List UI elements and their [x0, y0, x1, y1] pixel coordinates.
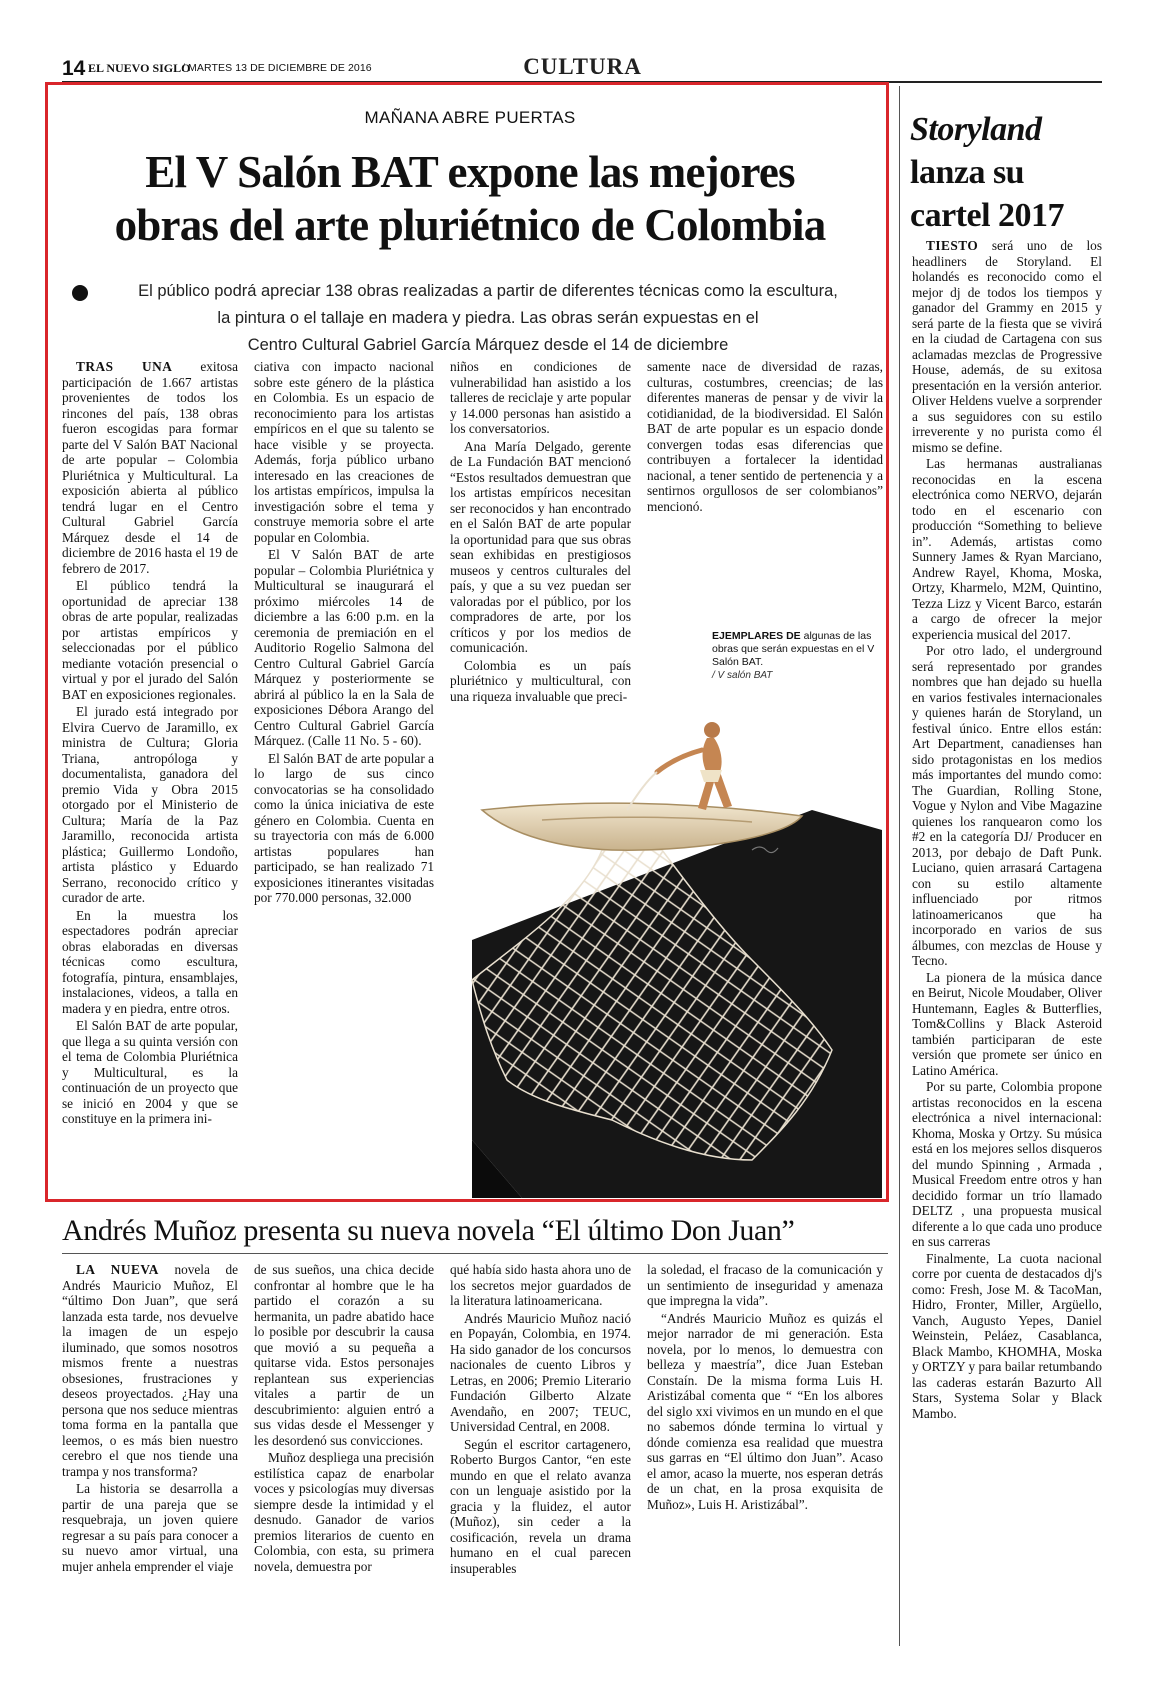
headline-line-2: obras del arte pluriétnico de Colombia	[114, 200, 826, 250]
article2-column-3	[450, 1262, 631, 1576]
feature-col3-p1: Ana María Delgado, gerente de La Fundación BAT mencionó “Estos resultados demuestran que los artistas empíricos necesitan ser reconocidos y han encontrado en el Salón BAT de arte popular la oportunidad para que sus obras sean exhibidas en prestigiosos museos y centros culturales del país, y que a su vez puedan ser valoradas por el público, por los compradores de arte, por los críticos y por los medios de comunicación.	[450, 438, 631, 655]
article2-col1-p1: La historia se desarrolla a partir de una pareja que se resquebraja, un joven quiere regresar a su país para conocer a su nuevo amor virtual, una mujer anhela emprender el viaje	[62, 1481, 238, 1574]
feature-col1-p3: En la muestra los espectadores podrán apreciar obras elaboradas en diversas técnicas como escultura, fotografía, pintura, ensamblajes, instalaciones, videos, a talla en madera y en piedra, entre otros.	[62, 907, 238, 1016]
article2-rule	[62, 1253, 888, 1254]
page-number: 14	[62, 57, 86, 80]
feature-column-2	[254, 359, 434, 906]
section-title: CULTURA	[523, 54, 642, 79]
sidebar-title-line-1: Storyland	[910, 111, 1042, 148]
feature-col4-p0: samente nace de diversidad de razas, culturas, costumbres, creencias; de las diferentes maneras de pensar y de vivir la cotidianidad, de la biodiversidad. El Salón BAT de arte popular es un espacio donde convergen todas esas diferencias que contribuyen a fortalecer la identidad nacional, a tener sentido de pertenencia y a sentirnos orgullosos de ser colombianos” mencionó.	[647, 359, 883, 514]
article2-col2-p0: de sus sueños, una chica decide confrontar al hombre que le ha partido el corazón a su hermanita, un padre abatido hace lo posible por descubrir la causa que movió a su pequeña a quitarse vida. Estos personajes replantean sus experiencias vitales a partir de un descubrimiento: alguien entró a sus vidas desde el Messenger y les desordenó sus convicciones.	[254, 1262, 434, 1448]
photo-caption	[712, 630, 882, 682]
feature-col3-p2: Colombia es un país pluriétnico y multicultural, con una riqueza invaluable que preci-	[450, 657, 631, 704]
article2-col2-p1: Muñoz despliega una precisión estilística capaz de enarbolar voces y psicologías muy diversas siempre desde la intimidad y el desnudo. Ganador de varios premios literarios de cuento en Colombia, con esta, su primera novela, demuestra por	[254, 1450, 434, 1574]
sidebar-title-line-2: lanza su	[910, 154, 1025, 191]
article2-col4-p0: la soledad, el fracaso de la comunicación y un sentimiento de inseguridad y amenaza que impregna la vida”.	[647, 1262, 883, 1308]
feature-column-4	[647, 359, 883, 514]
article2-lead: LA NUEVA	[76, 1262, 159, 1277]
caption-credit: / V salón BAT	[712, 670, 773, 681]
summary-line-3: Centro Cultural Gabriel García Márquez desde el 14 de diciembre	[247, 336, 729, 354]
bullet-icon	[72, 285, 88, 301]
article2-column-4	[647, 1262, 883, 1512]
feature-lead: TRAS UNA	[76, 359, 173, 374]
sidebar-column	[912, 238, 1102, 1421]
issue-date: / MARTES 13 DE DICIEMBRE DE 2016	[182, 62, 372, 74]
article2-col3-p1: Andrés Mauricio Muñoz nació en Popayán, Colombia, en 1974. Ha sido ganador de los concursos nacionales de cuento Libros y Letras, en 2006; Premio Literario Fundación Gilberto Alzate Avendaño, en 2007; TEUC, Universidad Central, en 2008.	[450, 1310, 631, 1434]
feature-col3-p0: niños en condiciones de vulnerabilidad han asistido a los talleres de reciclaje y arte popular y 14.000 personas han asistido a los conversatorios.	[450, 359, 631, 436]
feature-col2-p2: El Salón BAT de arte popular a lo largo de sus cinco convocatorias se ha consolidado como la única iniciativa de este género en Colombia. Cuenta en su trayectoria con más de 6.000 artistas populares han participado, se han realizado 71 exposiciones itinerantes visitadas por 770.000 personas, 32.000	[254, 750, 434, 905]
feature-column-1	[62, 359, 238, 1127]
sidebar-p4: Por su parte, Colombia propone artistas reconocidos en la escena electrónica a nivel internacional: Khoma, Moska y Ortzy. Su música está en los mejores sellos disqueros del mundo Spinning , Armada , Musical Freedom entre otros y han decidido formar un trío llamado DELTZ , una propuesta musical diferente a lo que cada uno produce en sus carreras	[912, 1079, 1102, 1249]
sidebar-title-line-3: cartel 2017	[910, 197, 1065, 234]
article2-col3-p2: Según el escritor cartagenero, Roberto Burgos Cantor, “en este mundo en que el relato avanza con un lenguaje asistido por la gracia y la fluidez, el autor (Muñoz), sin ceder a la cosificación, revela un drama humano en el cual parecen insuperables	[450, 1436, 631, 1576]
feature-summary	[98, 278, 878, 359]
column-divider	[899, 86, 900, 1646]
sculpture-photo	[452, 720, 882, 1198]
feature-col2-p0: ciativa con impacto nacional sobre este género de la plástica en Colombia. Es un espacio de reconocimiento para los artistas empíricos en el que su talento se hace visible y se proyecta. Además, forja público urbano interesado en las creaciones de los artistas empíricos, impulsa la investigación sobre el tema y construye memoria sobre el arte popular en Colombia.	[254, 359, 434, 545]
article2-column-2	[254, 1262, 434, 1574]
sidebar-p5: Finalmente, La cuota nacional corre por cuenta de destacados dj's como: Fresh, Jose M. & TacoMan, Hidro, Fronter, Miller, Argüello, Vanch, Augusto Yepes, Daniel Weinstein, Peláez, Casablanca, Black Mambo, KHOMHA, Moska y ORTZY y para bailar retumbando las caderas estarán Bazurto All Stars, Systema Solar y Black Mambo.	[912, 1250, 1102, 1421]
sidebar-title	[910, 108, 1110, 237]
article2-title: Andrés Muñoz presenta su nueva novela “El último Don Juan”	[62, 1214, 795, 1247]
fisherman-head	[704, 722, 720, 738]
summary-line-2: la pintura o el tallaje en madera y piedra. Las obras serán expuestas en el	[217, 309, 759, 327]
feature-col2-p1: El V Salón BAT de arte popular – Colombia Pluriétnica y Multicultural se inaugurará el próximo miércoles 14 de diciembre a las 6:00 p.m. en la ceremonia de premiación en el Auditorio Rogelio Salmona del Centro Cultural Gabriel García Márquez y posteriormente se abrirá al público la en la Sala de exposiciones Débora Arango del Centro Cultural Gabriel García Márquez. (Calle 11 No. 5 - 60).	[254, 547, 434, 748]
article2-column-1	[62, 1262, 238, 1574]
sidebar-p2: Por otro lado, el underground será representado por grandes nombres que han dejado su huella en varios festivales internacionales y quienes harán de Storyland, un festival único. Entre ellos están: Art Department, canadienses han sido protagonistas en los medios más importantes del mundo como: The Guardian, Rolling Stone, Vogue y Nylon and Vibe Magazine quienes los ranquearon como los #2 en la categoría DJ/ Producer en 2013, por debajo de Daft Punk. Luciano, quien arrasará Cartagena con su estilo altamente influenciado por ritmos latinoamericanos que ha incorporado en varios de sus álbumes, con mezclas de House y Tecno.	[912, 643, 1102, 968]
paper-name: EL NUEVO SIGLO	[88, 61, 191, 75]
feature-col1-p0: exitosa participación de 1.667 artistas provenientes de todos los rincones del país, 138 obras fueron escogidas para formar parte del V Salón BAT Nacional de arte popular – Colombia Pluriétnica y Multicultural. La exposición abierta al público tendrá lugar en el Centro Cultural Gabriel García Márquez desde el 14 de diciembre de 2016 hasta el 19 de febrero de 2017.	[62, 359, 238, 576]
sidebar-p0: será uno de los headliners de Storyland. El holandés es reconocido como el mejor dj de todos los tiempos y ganador del Grammy en 2015 y será parte de la fiesta que se vivirá en la ciudad de Cartagena con sus aclamadas mezclas de Progressive House, además, de su exitosa presentación en la versión anterior. Oliver Heldens vuelve a sorprender a sus seguidores con su estilo irreverente y no purista como él mismo se define.	[912, 238, 1102, 455]
feature-col1-p4: El Salón BAT de arte popular, que llega a su quinta versión con el tema de Colombia Pluriétnica y Multicultural, es la continuación de un proyecto que se inició en 2004 y que se constituye en la primera ini-	[62, 1018, 238, 1126]
feature-kicker: MAÑANA ABRE PUERTAS	[364, 108, 576, 127]
feature-col1-p2: El jurado está integrado por Elvira Cuervo de Jaramillo, ex ministra de Cultura; Gloria Triana, antropóloga y documentalista, ganadora del premio Vida y Obra 2015 otorgado por el Ministerio de Cultura; María de la Paz Jaramillo, reconocida artista plástica; Guillermo Londoño, artista plástico y Eduardo Serrano, reconocido crítico y curador de arte.	[62, 704, 238, 905]
headline-line-1: El V Salón BAT expone las mejores	[145, 147, 795, 197]
sidebar-lead: TIESTO	[926, 238, 979, 253]
caption-text: algunas de las obras que serán expuestas en el V Salón BAT.	[712, 630, 875, 668]
feature-col1-p1: El público tendrá la oportunidad de apreciar 138 obras de arte popular, realizadas por artistas empíricos y seleccionadas por el público mediante votación presencial o virtual y por el jurado del Salón BAT en exposiciones regionales.	[62, 578, 238, 702]
article2-col4-p1: “Andrés Mauricio Muñoz es quizás el mejor narrador de mi generación. Esta novela, por lo menos, lo demuestra con belleza y maestría”, dice Juan Esteban Constaín. De la misma forma Luis H. Aristizábal comenta que “ “En los albores del siglo xxi vivimos en un mundo en el que no sabemos dónde termina lo virtual y dónde comienza esa realidad que muestra sus garras en “El último don Juan”. Acaso el amor, acaso la muerte, nos esperan detrás de un chat, en la prosa exquisita de Muñoz», Luis H. Aristizábal”.	[647, 1310, 883, 1512]
caption-lead: EJEMPLARES DE	[712, 630, 801, 642]
summary-line-1: El público podrá apreciar 138 obras realizadas a partir de diferentes técnicas como la escultura,	[138, 282, 838, 300]
sidebar-p1: Las hermanas australianas reconocidas en la escena electrónica como NERVO, dejarán todo en el escenario con producción “Something to believe in”. Además, artistas como Sunnery James & Ryan Marciano, Andrew Rayel, Khoma, Moska, Ortzy, Kharmelo, M2M, Quintino, Tezza Lizz y Vicent Barco, estarán a cargo de ofrecer la mejor experiencia musical del 2017.	[912, 456, 1102, 642]
sidebar-p3: La pionera de la música dance en Beirut, Nicole Moudaber, Oliver Huntemann, Eagles & Butterflies, Tom&Collins y Black Asteroid también participaran de este versión que promete ser único en Latino América.	[912, 969, 1102, 1078]
feature-headline	[60, 146, 880, 252]
article2-col1-p0: novela de Andrés Mauricio Muñoz, El “último Don Juan”, que será lanzada esta tarde, nos devuelve la imagen de un espejo iluminado, que somos nosotros mismos frente a nuestras obsesiones, frustraciones y deseos proyectados. ¿Hay una persona que nos seduce mientras toma forma en la pantalla que leemos, o es más bien nuestro cerebro el que nos tiende una trampa y nos transforma?	[62, 1262, 238, 1479]
article2-col3-p0: qué había sido hasta ahora uno de los secretos mejor guardados de la literatura latinoamericana.	[450, 1262, 631, 1308]
feature-column-3	[450, 359, 631, 704]
